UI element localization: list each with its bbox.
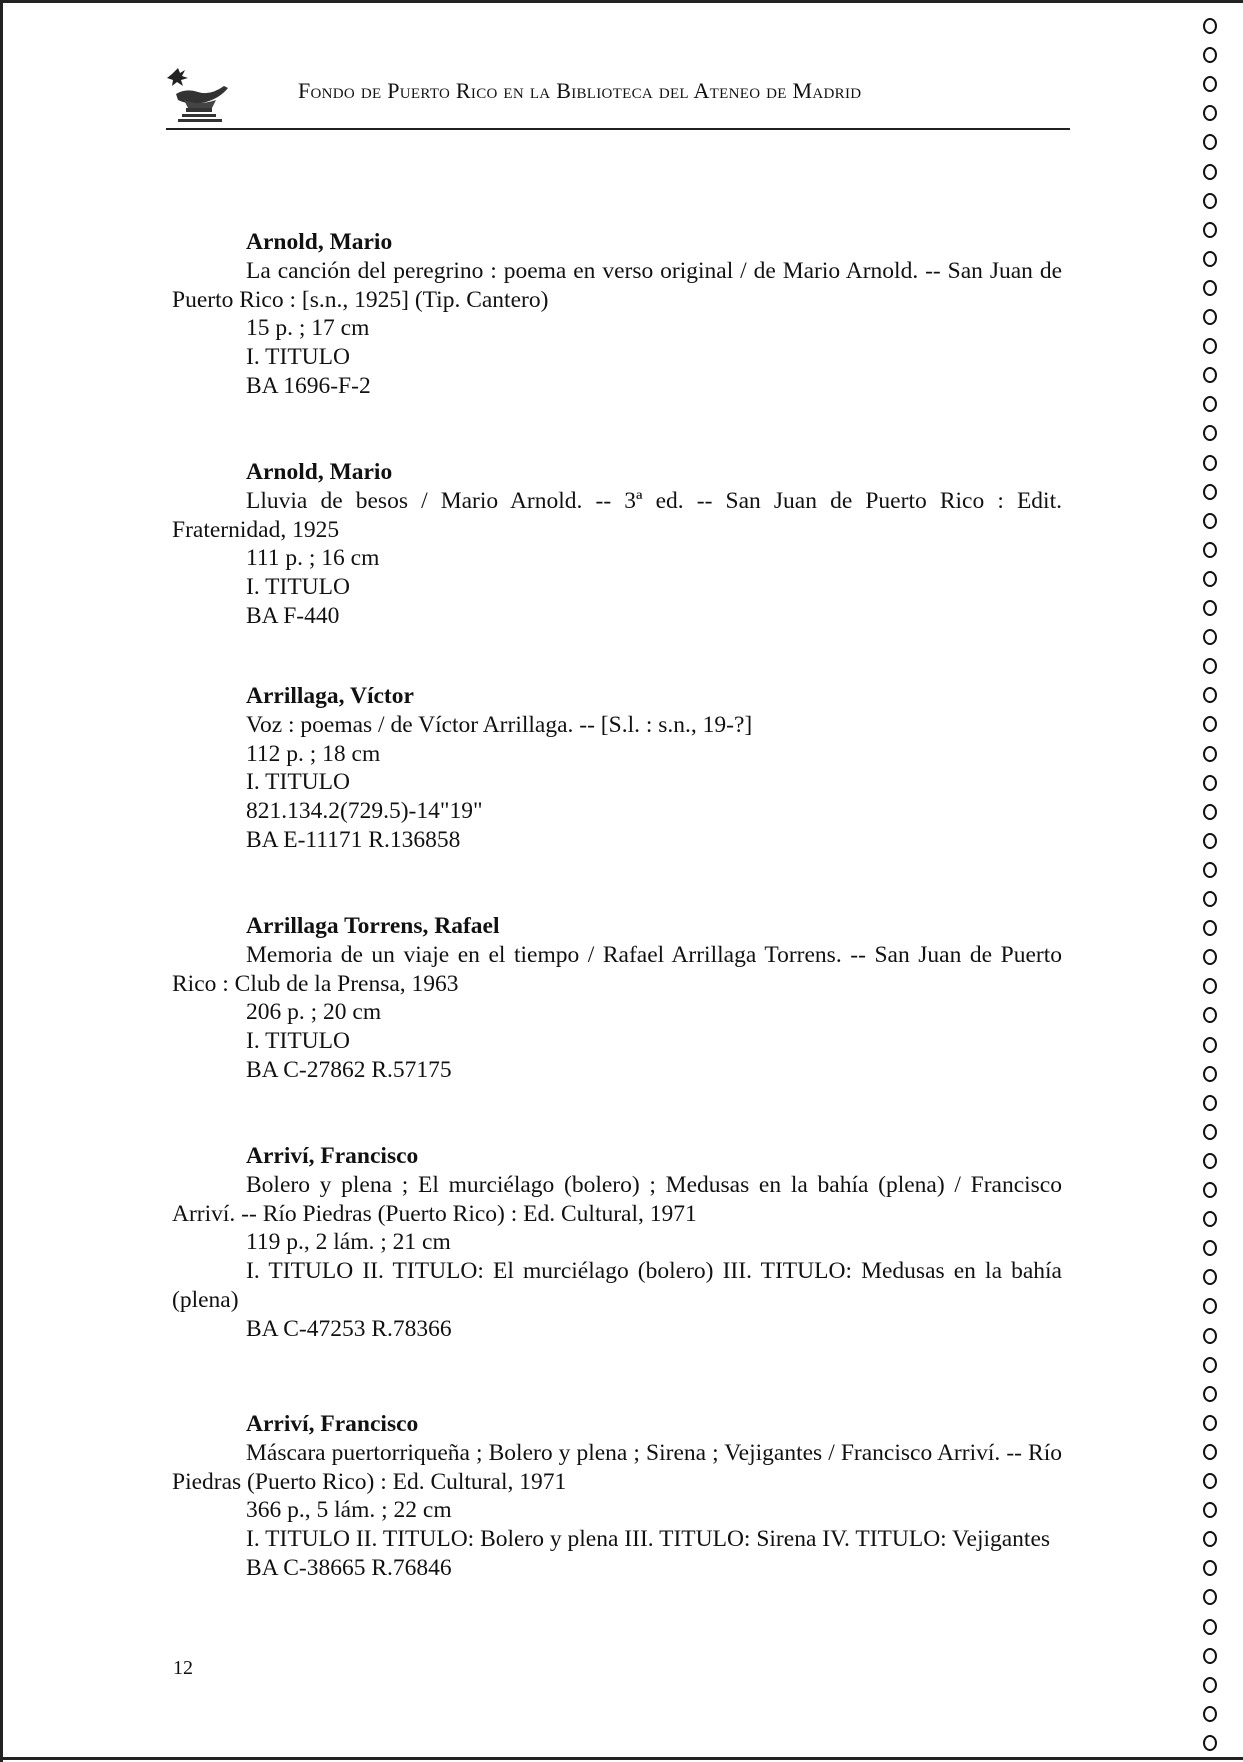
binding-hole-icon [1203,1619,1217,1635]
entry-description: Voz : poemas / de Víctor Arrillaga. -- [S.l. : s.n., 19-?] [246,711,753,738]
binding-hole-icon [1203,484,1217,500]
binding-hole-icon [1203,804,1217,820]
binding-hole-icon [1203,1735,1217,1751]
entry-call-number: BA C-47253 R.78366 [246,1315,452,1342]
binding-hole-icon [1203,1386,1217,1402]
entry-description: La canción del peregrino : poema en verso original / de Mario Arnold. -- San Juan de Puerto Rico : [s.n., 1925] (Tip. Cantero) [172,257,1062,313]
entry-subjects: I. TITULO II. TITULO: El murciélago (bolero) III. TITULO: Medusas en la bahía (plena) [172,1258,1062,1313]
entry-classification: 821.134.2(729.5)-14"19" [246,798,483,825]
entry-extent: 15 p. ; 17 cm [246,315,370,342]
entry-extent: 119 p., 2 lám. ; 21 cm [246,1229,451,1256]
binding-hole-icon [1203,1037,1217,1053]
binding-hole-icon [1203,716,1217,732]
catalog-entry [172,1410,1062,1583]
binding-hole-icon [1203,862,1217,878]
catalog-entry [172,912,1062,1085]
binding-hole-icon [1203,1240,1217,1256]
page-header [166,64,1070,130]
binding-hole-icon [1203,1328,1217,1344]
catalog-entry [172,1142,1062,1344]
binding-hole-icon [1203,367,1217,383]
binding-hole-icon [1203,1124,1217,1140]
binding-hole-icon [1203,1531,1217,1547]
binding-hole-icon [1203,309,1217,325]
oil-lamp-logo-icon [166,64,232,122]
entry-description: Máscara puertorriqueña ; Bolero y plena ; Sirena ; Vejigantes / Francisco Arriví. -- Río Piedras (Puerto Rico) : Ed. Cultural, 1971 [172,1439,1062,1495]
binding-hole-icon [1203,338,1217,354]
binding-hole-icon [1203,164,1217,180]
entry-extent: 111 p. ; 16 cm [246,545,380,572]
catalog-entry [172,682,1062,855]
entry-extent: 366 p., 5 lám. ; 22 cm [246,1497,452,1524]
binding-hole-icon [1203,396,1217,412]
binding-hole-icon [1203,1473,1217,1489]
binding-hole-icon [1203,1444,1217,1460]
page-number: 12 [173,1657,193,1679]
binding-hole-icon [1203,949,1217,965]
entry-subject: I. TITULO [246,769,350,796]
binding-hole-icon [1203,658,1217,674]
header-title: Fondo de Puerto Rico en la Biblioteca del Ateneo de Madrid [298,78,862,103]
binding-hole-icon [1203,891,1217,907]
entry-author: Arnold, Mario [246,229,393,255]
entry-author: Arriví, Francisco [246,1411,419,1437]
binding-hole-icon [1203,1095,1217,1111]
binding-hole-icon [1203,1211,1217,1227]
binding-hole-icon [1203,1560,1217,1576]
binding-hole-icon [1203,600,1217,616]
binding-hole-icon [1203,1007,1217,1023]
binding-hole-icon [1203,1502,1217,1518]
entry-call-number: BA F-440 [246,602,340,629]
entry-author: Arriví, Francisco [246,1143,419,1169]
entry-call-number: BA E-11171 R.136858 [246,826,461,853]
binding-hole-icon [1203,920,1217,936]
binding-hole-icon [1203,1298,1217,1314]
binding-hole-icon [1203,1648,1217,1664]
entry-subject: I. TITULO [246,574,350,601]
binding-hole-icon [1203,978,1217,994]
binding-hole-icon [1203,571,1217,587]
binding-hole-icon [1203,222,1217,238]
entry-author: Arrillaga Torrens, Rafael [246,913,500,939]
entry-description: Memoria de un viaje en el tiempo / Rafael Arrillaga Torrens. -- San Juan de Puerto Rico : Club de la Prensa, 1963 [172,941,1062,997]
entry-author: Arrillaga, Víctor [246,683,414,709]
binding-hole-icon [1203,1357,1217,1373]
binding-holes [1195,10,1231,1760]
entry-extent: 112 p. ; 18 cm [246,740,381,767]
entry-subject: I. TITULO [246,1028,350,1055]
binding-hole-icon [1203,1269,1217,1285]
binding-hole-icon [1203,833,1217,849]
entry-call-number: BA 1696-F-2 [246,372,371,399]
binding-hole-icon [1203,1066,1217,1082]
entry-subject: I. TITULO [246,344,350,371]
catalog-entry [172,228,1062,401]
entry-description: Lluvia de besos / Mario Arnold. -- 3ª ed. -- San Juan de Puerto Rico : Edit. Fraternidad, 1925 [172,487,1062,543]
binding-hole-icon [1203,76,1217,92]
binding-hole-icon [1203,193,1217,209]
binding-hole-icon [1203,251,1217,267]
binding-hole-icon [1203,47,1217,63]
entry-call-number: BA C-27862 R.57175 [246,1056,452,1083]
binding-hole-icon [1203,455,1217,471]
catalog-entry [172,458,1062,631]
entry-subjects: I. TITULO II. TITULO: Bolero y plena III. TITULO: Sirena IV. TITULO: Vejigantes [246,1526,1051,1553]
binding-hole-icon [1203,1415,1217,1431]
binding-hole-icon [1203,775,1217,791]
binding-hole-icon [1203,513,1217,529]
binding-hole-icon [1203,1706,1217,1722]
binding-hole-icon [1203,134,1217,150]
binding-hole-icon [1203,105,1217,121]
entry-description: Bolero y plena ; El murciélago (bolero) ; Medusas en la bahía (plena) / Francisco Arriví. -- Río Piedras (Puerto Rico) : Ed. Cultural, 1971 [172,1171,1062,1227]
binding-hole-icon [1203,1182,1217,1198]
binding-hole-icon [1203,629,1217,645]
binding-hole-icon [1203,746,1217,762]
entry-extent: 206 p. ; 20 cm [246,999,382,1026]
binding-hole-icon [1203,1677,1217,1693]
binding-hole-icon [1203,687,1217,703]
binding-hole-icon [1203,1589,1217,1605]
binding-hole-icon [1203,1153,1217,1169]
bottom-rule [0,1757,1243,1760]
binding-hole-icon [1203,425,1217,441]
binding-hole-icon [1203,280,1217,296]
binding-hole-icon [1203,18,1217,34]
binding-hole-icon [1203,542,1217,558]
entry-call-number: BA C-38665 R.76846 [246,1554,452,1581]
entry-author: Arnold, Mario [246,459,393,485]
